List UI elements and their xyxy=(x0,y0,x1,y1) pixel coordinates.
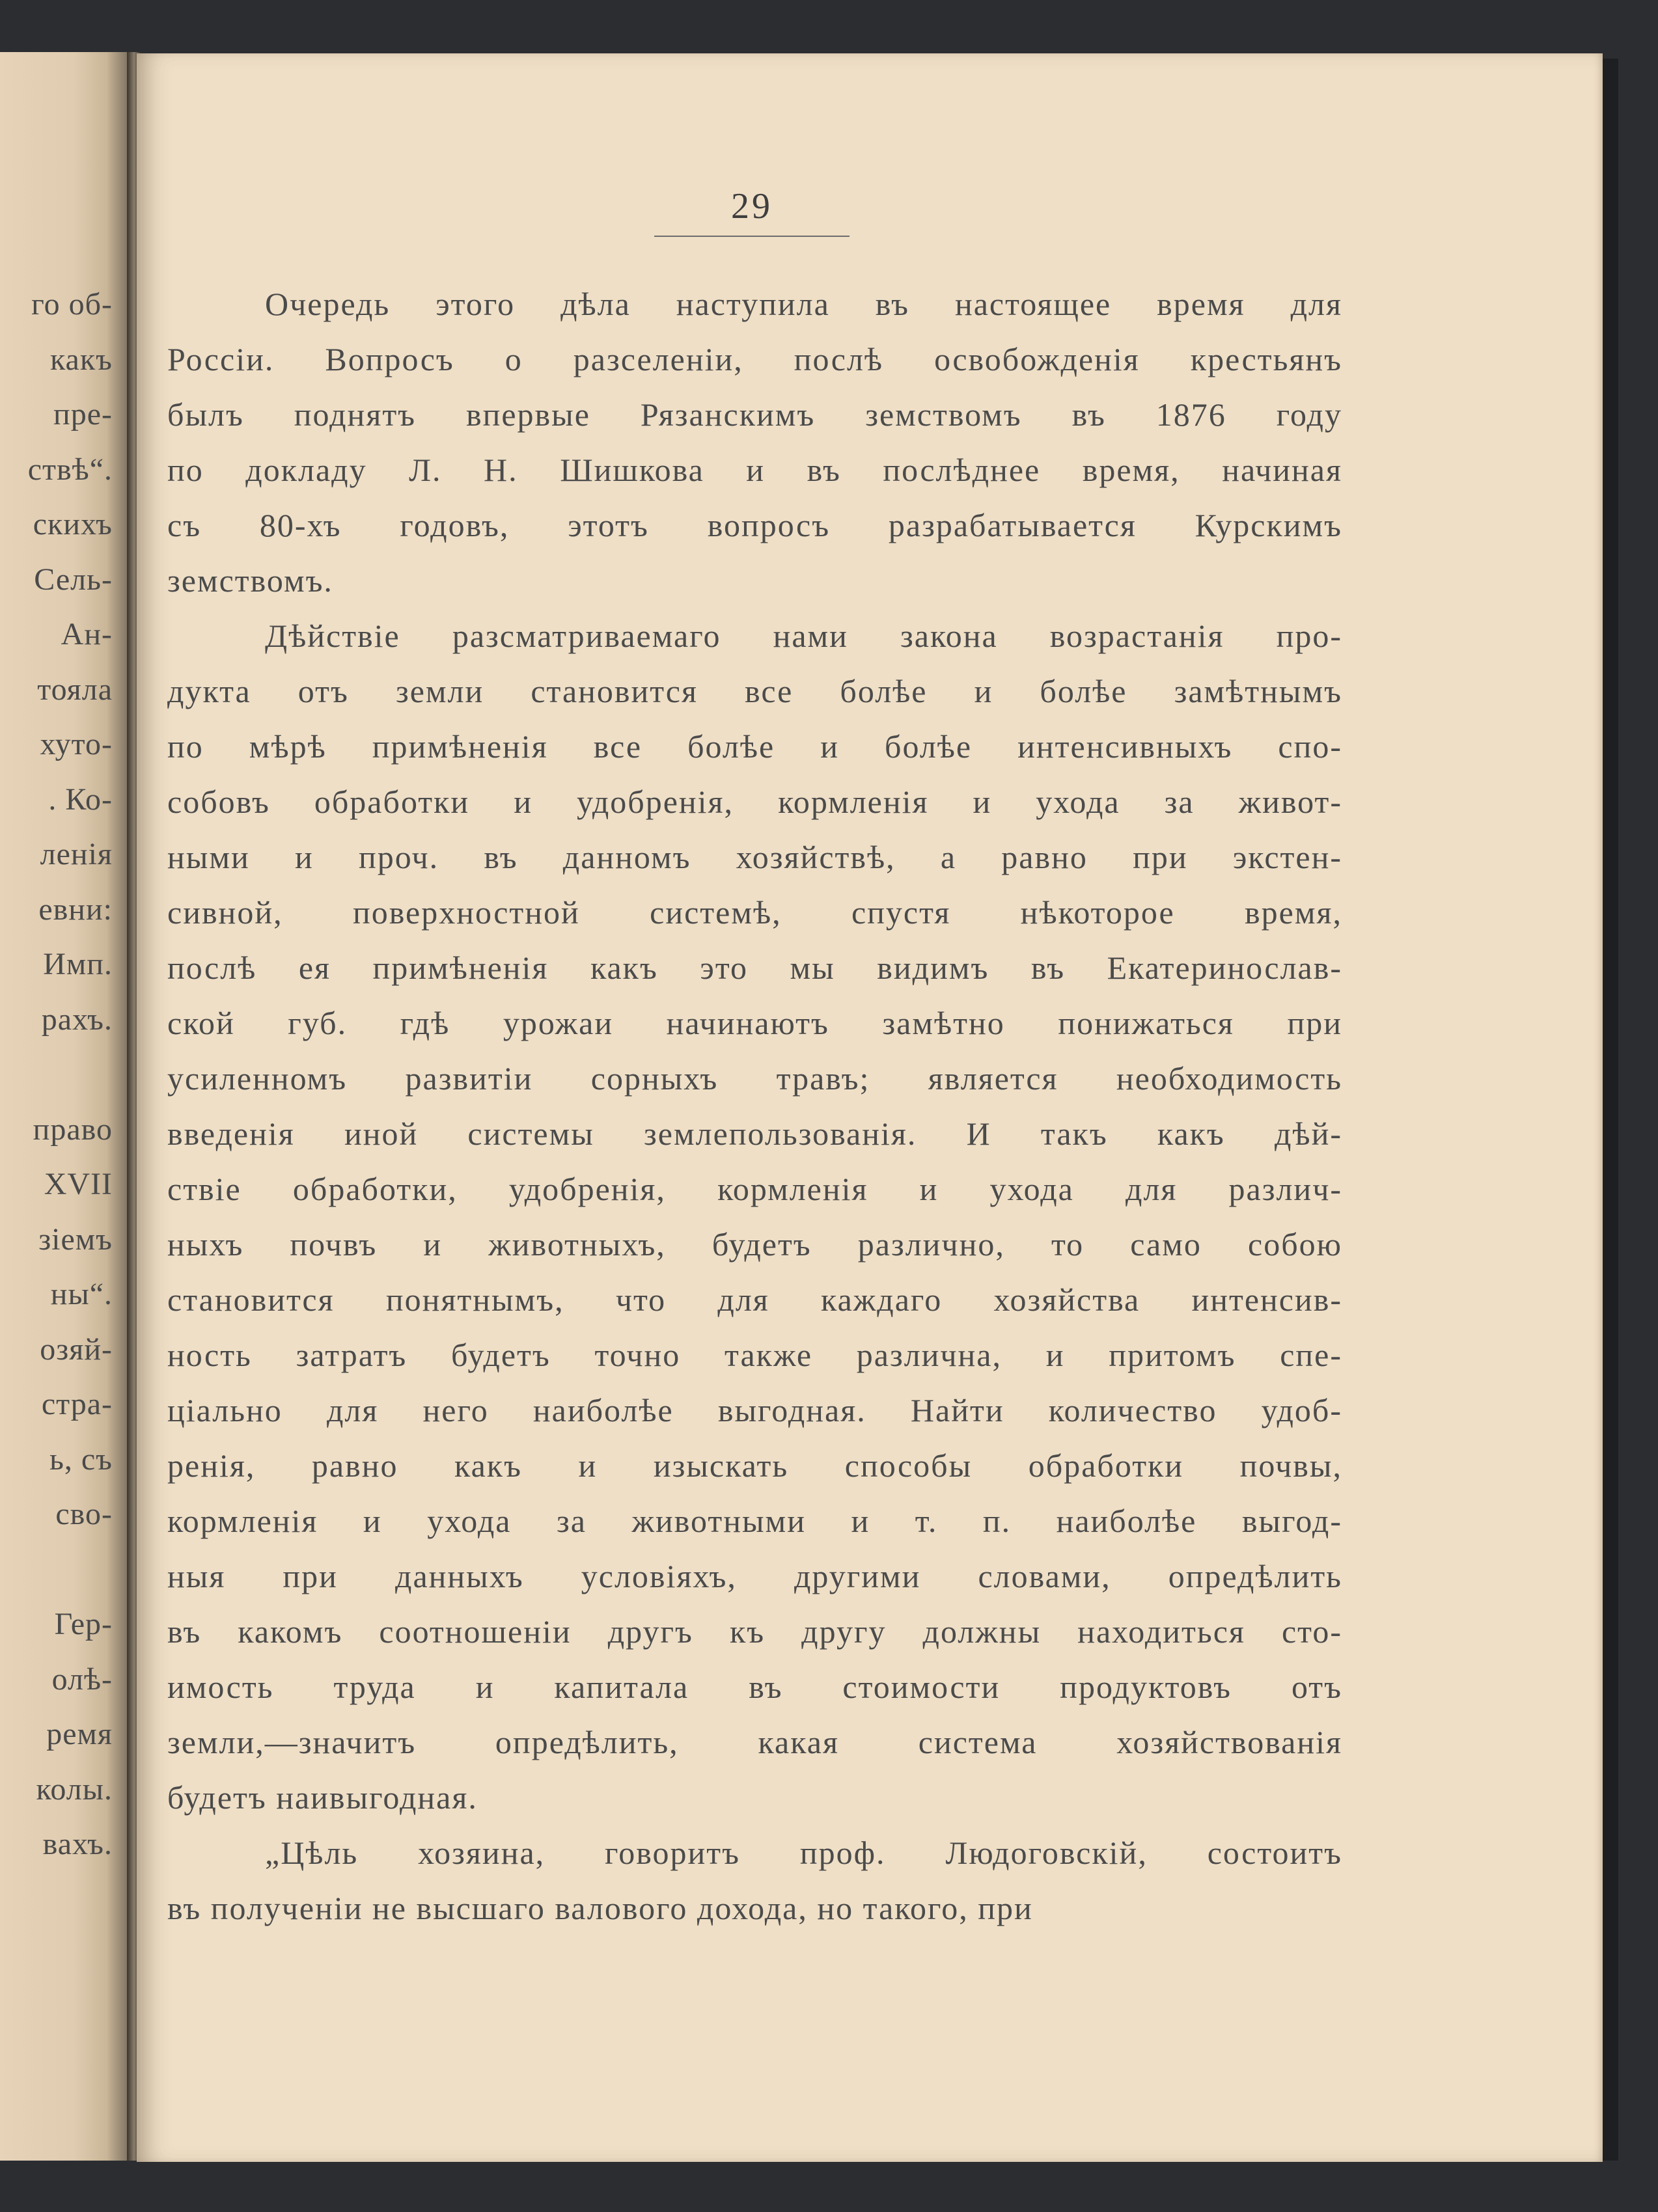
left-page-line: озяй- xyxy=(40,1331,113,1367)
text-line: былъ поднятъ впервые Рязанскимъ земствомъ въ 1876 году xyxy=(167,396,1342,433)
left-page-line: Ан- xyxy=(61,617,113,651)
text-line: ныхъ почвъ и животныхъ, будетъ различно, то само собою xyxy=(167,1226,1342,1263)
left-page-line: стра- xyxy=(41,1387,113,1421)
left-page-line: колы. xyxy=(36,1771,113,1807)
left-page-line: . Ко- xyxy=(48,782,113,817)
left-page-line: тояла xyxy=(37,672,113,707)
body-text xyxy=(167,277,1342,1936)
paragraph xyxy=(167,608,1342,1825)
page-edge xyxy=(1603,59,1618,2161)
text-line: ность затратъ будетъ точно также различна, и притомъ спе- xyxy=(167,1337,1342,1373)
left-page-line: пре- xyxy=(53,397,113,431)
text-line: по мѣрѣ примѣненiя все болѣе и болѣе интенсивныхъ спо- xyxy=(167,728,1342,765)
left-page-line: скихъ xyxy=(33,507,113,541)
text-line: имость труда и капитала въ стоимости продуктовъ отъ xyxy=(167,1669,1342,1705)
text-line: въ полученiи не высшаго валового дохода, но такого, при xyxy=(167,1890,1033,1926)
text-line: земли,—значитъ опредѣлить, какая система хозяйствованiя xyxy=(167,1724,1342,1760)
page-number-rule xyxy=(654,236,850,237)
left-page-line: ны“. xyxy=(50,1277,113,1311)
text-line: становится понятнымъ, что для каждаго хозяйства интенсив- xyxy=(167,1281,1342,1318)
left-page-line: Имп. xyxy=(43,947,113,981)
text-line: ренiя, равно какъ и изыскать способы обработки почвы, xyxy=(167,1447,1342,1484)
text-line: по докладу Л. Н. Шишкова и въ послѣднее время, начиная xyxy=(167,452,1342,488)
left-page-line: сво- xyxy=(55,1497,113,1531)
text-line: дукта отъ земли становится все болѣе и болѣе замѣтнымъ xyxy=(167,673,1342,709)
text-line: съ 80-хъ годовъ, этотъ вопросъ разрабатывается Курскимъ xyxy=(167,507,1342,543)
left-page-line: евни: xyxy=(38,892,113,927)
left-page-line: какъ xyxy=(49,342,113,377)
text-line: ствiе обработки, удобренiя, кормленiя и ухода для различ- xyxy=(167,1171,1342,1207)
left-page-line: ремя xyxy=(46,1717,113,1751)
text-line: Очередь этого дѣла наступила въ настоящее время для xyxy=(265,286,1342,322)
text-line: послѣ ея примѣненiя какъ это мы видимъ въ Екатеринослав- xyxy=(167,949,1342,986)
text-line: Россiи. Вопросъ о разселенiи, послѣ освобожденiя крестьянъ xyxy=(167,341,1342,377)
left-page-line: вахъ. xyxy=(42,1827,113,1861)
text-line: введенiя иной системы землепользованiя. И такъ какъ дѣй- xyxy=(167,1115,1342,1152)
text-line: ныя при данныхъ условiяхъ, другими словами, опредѣлить xyxy=(167,1558,1342,1594)
text-line: кормленiя и ухода за животными и т. п. наиболѣе выгод- xyxy=(167,1503,1342,1539)
left-page-line: олѣ- xyxy=(51,1661,113,1697)
text-line: сивной, поверхностной системѣ, спустя нѣкоторое время, xyxy=(167,894,1342,931)
left-page-line: хуто- xyxy=(40,727,113,761)
left-page-fragment xyxy=(0,52,133,2161)
paragraph xyxy=(167,1825,1342,1936)
text-line: будетъ наивыгодная. xyxy=(167,1779,478,1816)
text-line: усиленномъ развитiи сорныхъ травъ; является необходимость xyxy=(167,1060,1342,1097)
page-number: 29 xyxy=(731,186,773,226)
left-page-line: го об- xyxy=(31,287,113,321)
left-page-line: ленія xyxy=(40,837,113,871)
text-line: собовъ обработки и удобренiя, кормленiя и ухода за живот- xyxy=(167,784,1342,820)
text-line: цiально для него наиболѣе выгодная. Найти количество удоб- xyxy=(167,1392,1342,1428)
left-page-line: право xyxy=(33,1112,113,1147)
paragraph xyxy=(167,277,1342,608)
text-line: Дѣйствiе разсматриваемаго нами закона возрастанiя про- xyxy=(265,618,1342,654)
left-page-line: рахъ. xyxy=(41,1002,113,1037)
left-page-line: ствѣ“. xyxy=(27,452,113,487)
text-line: въ какомъ соотношенiи другъ къ другу должны находиться сто- xyxy=(167,1613,1342,1650)
text-line: ской губ. гдѣ урожаи начинаютъ замѣтно понижаться при xyxy=(167,1005,1342,1041)
left-page-line: XVII xyxy=(44,1167,113,1201)
text-line: ными и проч. въ данномъ хозяйствѣ, а равно при экстен- xyxy=(167,839,1342,875)
text-line: „Цѣль хозяина, говоритъ проф. Людоговскiй, состоитъ xyxy=(265,1835,1342,1871)
left-page-line: зіемъ xyxy=(38,1222,113,1257)
left-page-line: Сель- xyxy=(34,562,113,597)
text-line: земствомъ. xyxy=(167,562,333,599)
left-page-line: ь, съ xyxy=(49,1441,113,1477)
left-page-line: Гер- xyxy=(54,1607,113,1641)
